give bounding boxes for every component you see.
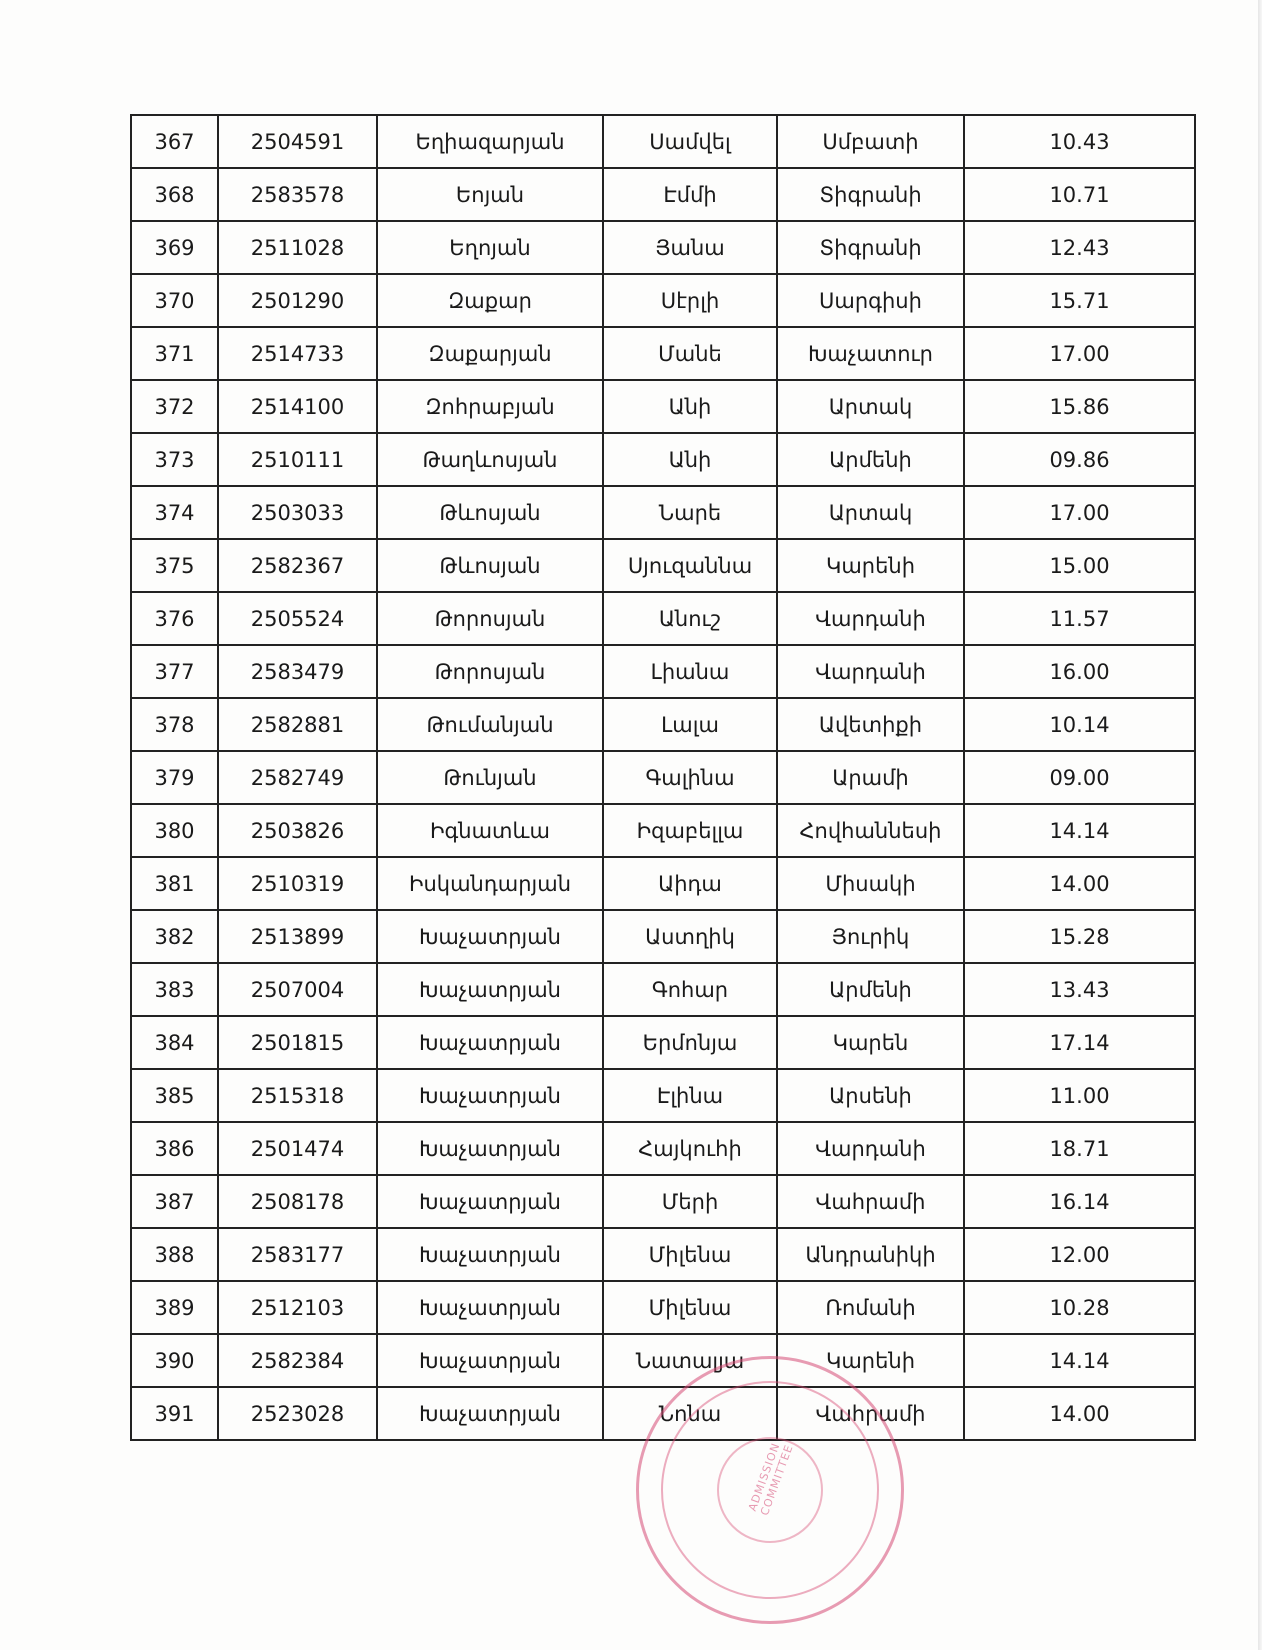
surname-cell: Խաչատրյան [377,1122,603,1175]
surname-cell: Զոհրաբյան [377,380,603,433]
table-row [131,1016,1195,1069]
patronymic-cell: Սարգիսի [777,274,964,327]
patronymic-cell: Կարեն [777,1016,964,1069]
score-cell: 12.00 [964,1228,1195,1281]
applicant-id-cell: 2583177 [218,1228,377,1281]
applicant-id-cell: 2503033 [218,486,377,539]
score-cell: 14.14 [964,1334,1195,1387]
applicant-id-cell: 2513899 [218,910,377,963]
first-name-cell: Էմմի [603,168,777,221]
first-name-cell: Սամվել [603,115,777,168]
applicant-id-cell: 2583578 [218,168,377,221]
table-row [131,1387,1195,1440]
applicant-id-cell: 2507004 [218,963,377,1016]
applicant-id-cell: 2501290 [218,274,377,327]
surname-cell: Իսկանդարյան [377,857,603,910]
score-cell: 10.28 [964,1281,1195,1334]
row-number-cell: 368 [131,168,218,221]
first-name-cell: Սյուզաննա [603,539,777,592]
score-cell: 13.43 [964,963,1195,1016]
score-cell: 12.43 [964,221,1195,274]
score-cell: 14.14 [964,804,1195,857]
patronymic-cell: Հովհաննեսի [777,804,964,857]
row-number-cell: 377 [131,645,218,698]
surname-cell: Թումանյան [377,698,603,751]
surname-cell: Թունյան [377,751,603,804]
table-row [131,804,1195,857]
patronymic-cell: Սմբատի [777,115,964,168]
applicant-id-cell: 2514100 [218,380,377,433]
table-row [131,380,1195,433]
patronymic-cell: Կարենի [777,1334,964,1387]
surname-cell: Խաչատրյան [377,1228,603,1281]
patronymic-cell: Արսենի [777,1069,964,1122]
score-cell: 14.00 [964,1387,1195,1440]
row-number-cell: 378 [131,698,218,751]
first-name-cell: Մանե [603,327,777,380]
score-cell: 15.28 [964,910,1195,963]
row-number-cell: 369 [131,221,218,274]
row-number-cell: 391 [131,1387,218,1440]
applicant-id-cell: 2515318 [218,1069,377,1122]
table-row [131,221,1195,274]
score-cell: 15.71 [964,274,1195,327]
first-name-cell: Միլենա [603,1281,777,1334]
score-cell: 10.14 [964,698,1195,751]
row-number-cell: 367 [131,115,218,168]
applicant-id-cell: 2583479 [218,645,377,698]
table-row [131,1069,1195,1122]
row-number-cell: 383 [131,963,218,1016]
table-row [131,327,1195,380]
score-cell: 10.71 [964,168,1195,221]
table-row [131,751,1195,804]
surname-cell: Խաչատրյան [377,963,603,1016]
patronymic-cell: Յուրիկ [777,910,964,963]
row-number-cell: 382 [131,910,218,963]
row-number-cell: 375 [131,539,218,592]
patronymic-cell: Վահրամի [777,1175,964,1228]
table-row [131,1175,1195,1228]
row-number-cell: 371 [131,327,218,380]
surname-cell: Եղիազարյան [377,115,603,168]
score-cell: 14.00 [964,857,1195,910]
patronymic-cell: Արմենի [777,963,964,1016]
surname-cell: Թաղևոսյան [377,433,603,486]
first-name-cell: Գալինա [603,751,777,804]
table-row [131,486,1195,539]
first-name-cell: Հայկուհի [603,1122,777,1175]
first-name-cell: Էլինա [603,1069,777,1122]
table-row [131,433,1195,486]
first-name-cell: Նարե [603,486,777,539]
surname-cell: Խաչատրյան [377,1175,603,1228]
patronymic-cell: Արտակ [777,380,964,433]
applicant-id-cell: 2510319 [218,857,377,910]
table-row [131,1122,1195,1175]
applicant-id-cell: 2582367 [218,539,377,592]
score-cell: 16.14 [964,1175,1195,1228]
score-cell: 17.14 [964,1016,1195,1069]
applicant-id-cell: 2501815 [218,1016,377,1069]
table-row [131,592,1195,645]
page-edge-shadow [1258,0,1262,1650]
surname-cell: Թորոսյան [377,645,603,698]
score-cell: 09.00 [964,751,1195,804]
applicant-id-cell: 2582384 [218,1334,377,1387]
first-name-cell: Սէրլի [603,274,777,327]
table-row [131,910,1195,963]
patronymic-cell: Միսակի [777,857,964,910]
table-row [131,115,1195,168]
surname-cell: Խաչատրյան [377,1387,603,1440]
row-number-cell: 379 [131,751,218,804]
score-cell: 17.00 [964,486,1195,539]
patronymic-cell: Խաչատուր [777,327,964,380]
score-cell: 10.43 [964,115,1195,168]
surname-cell: Խաչատրյան [377,1281,603,1334]
applicant-id-cell: 2508178 [218,1175,377,1228]
applicant-id-cell: 2504591 [218,115,377,168]
surname-cell: Խաչատրյան [377,910,603,963]
applicant-id-cell: 2582749 [218,751,377,804]
patronymic-cell: Կարենի [777,539,964,592]
surname-cell: Եղոյան [377,221,603,274]
row-number-cell: 390 [131,1334,218,1387]
patronymic-cell: Վարդանի [777,592,964,645]
score-cell: 16.00 [964,645,1195,698]
applicant-id-cell: 2512103 [218,1281,377,1334]
surname-cell: Թորոսյան [377,592,603,645]
patronymic-cell: Վահրամի [777,1387,964,1440]
row-number-cell: 387 [131,1175,218,1228]
row-number-cell: 385 [131,1069,218,1122]
table-row [131,1334,1195,1387]
score-cell: 09.86 [964,433,1195,486]
table-row [131,645,1195,698]
score-cell: 18.71 [964,1122,1195,1175]
table-row [131,274,1195,327]
surname-cell: Եոյան [377,168,603,221]
applicant-id-cell: 2510111 [218,433,377,486]
first-name-cell: Անի [603,380,777,433]
applicant-id-cell: 2505524 [218,592,377,645]
surname-cell: Զաքարյան [377,327,603,380]
patronymic-cell: Ռոմանի [777,1281,964,1334]
patronymic-cell: Տիգրանի [777,221,964,274]
first-name-cell: Աիդա [603,857,777,910]
patronymic-cell: Անդրանիկի [777,1228,964,1281]
first-name-cell: Գոհար [603,963,777,1016]
row-number-cell: 380 [131,804,218,857]
row-number-cell: 384 [131,1016,218,1069]
table-row [131,168,1195,221]
applicant-id-cell: 2503826 [218,804,377,857]
score-cell: 11.57 [964,592,1195,645]
applicant-id-cell: 2501474 [218,1122,377,1175]
patronymic-cell: Վարդանի [777,1122,964,1175]
score-cell: 17.00 [964,327,1195,380]
patronymic-cell: Տիգրանի [777,168,964,221]
first-name-cell: Անուշ [603,592,777,645]
first-name-cell: Միլենա [603,1228,777,1281]
first-name-cell: Նատալյա [603,1334,777,1387]
row-number-cell: 389 [131,1281,218,1334]
score-cell: 15.00 [964,539,1195,592]
row-number-cell: 372 [131,380,218,433]
first-name-cell: Երմոնյա [603,1016,777,1069]
applicant-id-cell: 2514733 [218,327,377,380]
table-row [131,963,1195,1016]
first-name-cell: Լիանա [603,645,777,698]
patronymic-cell: Արամի [777,751,964,804]
table-row [131,857,1195,910]
first-name-cell: Աստղիկ [603,910,777,963]
surname-cell: Իգնատևա [377,804,603,857]
applicant-id-cell: 2582881 [218,698,377,751]
applicant-id-cell: 2511028 [218,221,377,274]
row-number-cell: 381 [131,857,218,910]
patronymic-cell: Ավետիքի [777,698,964,751]
first-name-cell: Իզաբելլա [603,804,777,857]
row-number-cell: 373 [131,433,218,486]
table-row [131,539,1195,592]
surname-cell: Խաչատրյան [377,1334,603,1387]
first-name-cell: Նոնա [603,1387,777,1440]
surname-cell: Թևոսյան [377,486,603,539]
first-name-cell: Անի [603,433,777,486]
patronymic-cell: Վարդանի [777,645,964,698]
stamp-text: ADMISSION COMMITTEE [745,1440,796,1518]
applicant-id-cell: 2523028 [218,1387,377,1440]
table-row [131,1281,1195,1334]
row-number-cell: 388 [131,1228,218,1281]
table-row [131,1228,1195,1281]
row-number-cell: 370 [131,274,218,327]
results-table-body [131,115,1195,1440]
row-number-cell: 374 [131,486,218,539]
row-number-cell: 386 [131,1122,218,1175]
score-cell: 11.00 [964,1069,1195,1122]
first-name-cell: Յանա [603,221,777,274]
score-cell: 15.86 [964,380,1195,433]
first-name-cell: Մերի [603,1175,777,1228]
results-table [130,114,1196,1441]
surname-cell: Զաքար [377,274,603,327]
patronymic-cell: Արտակ [777,486,964,539]
row-number-cell: 376 [131,592,218,645]
first-name-cell: Լալա [603,698,777,751]
surname-cell: Թևոսյան [377,539,603,592]
surname-cell: Խաչատրյան [377,1016,603,1069]
patronymic-cell: Արմենի [777,433,964,486]
table-row [131,698,1195,751]
surname-cell: Խաչատրյան [377,1069,603,1122]
